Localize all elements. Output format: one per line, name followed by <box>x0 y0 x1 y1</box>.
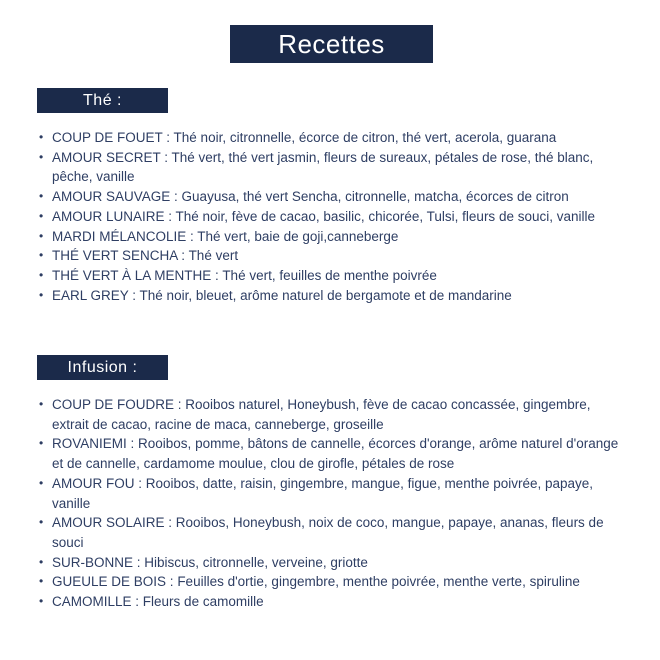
list-item <box>38 395 630 434</box>
recipe-name: GUEULE DE BOIS <box>52 574 167 590</box>
recipe-name: MARDI MÉLANCOLIE <box>52 228 187 244</box>
list-item <box>38 572 630 592</box>
recipe-name: AMOUR SECRET <box>52 149 161 165</box>
list-item <box>38 227 630 247</box>
tea-recipe-list <box>38 128 630 305</box>
recipe-ingredients: Fleurs de camomille <box>142 594 264 610</box>
recipe-name: COUP DE FOUDRE <box>52 397 175 412</box>
recipe-separator: : <box>126 436 139 452</box>
recipe-separator: : <box>134 475 146 491</box>
bullet-icon: • <box>39 287 44 302</box>
list-item <box>38 592 630 612</box>
list-item <box>38 286 630 306</box>
recipe-separator: : <box>186 228 198 244</box>
recipe-name: CAMOMILLE <box>52 594 132 610</box>
recipe-separator: : <box>164 208 176 224</box>
recipe-ingredients: Thé vert, thé vert jasmin, fleurs de sureaux, pétales de rose, thé blanc, pêche, vanille <box>52 149 594 185</box>
recipe-ingredients: Rooibos, Honeybush, noix de coco, mangue, papaye, ananas, fleurs de souci <box>52 515 604 550</box>
recipe-separator: : <box>162 130 174 145</box>
recipe-name: SUR-BONNE <box>52 554 134 570</box>
recipe-ingredients: Thé noir, bleuet, arôme naturel de bergamote et de mandarine <box>139 287 512 303</box>
recipe-ingredients: Thé noir, citronnelle, écorce de citron, thé vert, acerola, guarana <box>173 130 557 145</box>
recipe-separator: : <box>174 397 186 412</box>
recipe-separator: : <box>170 189 182 205</box>
recipe-ingredients: Thé vert <box>188 248 239 264</box>
recipe-name: AMOUR FOU <box>52 475 135 491</box>
infusion-recipe-list <box>38 395 630 612</box>
recipe-separator: : <box>164 515 176 531</box>
bullet-icon: • <box>39 397 44 411</box>
recipe-separator: : <box>160 149 172 165</box>
recipe-separator: : <box>211 267 223 283</box>
bullet-icon: • <box>39 554 44 569</box>
recipe-separator: : <box>166 574 178 590</box>
list-item <box>38 128 630 148</box>
bullet-icon: • <box>39 515 44 530</box>
recipe-ingredients: Rooibos naturel, Honeybush, fève de cacao concassée, gingembre, extrait de cacao, racine de maca, canneberge, groseille <box>52 397 591 432</box>
bullet-icon: • <box>39 130 44 144</box>
recipe-name: AMOUR LUNAIRE <box>52 208 165 224</box>
section-header-the-label: Thé : <box>83 91 122 109</box>
bullet-icon: • <box>39 248 44 263</box>
recipe-separator: : <box>131 594 143 610</box>
section-header-infusion <box>37 355 168 380</box>
recipe-ingredients: Rooibos, pomme, bâtons de cannelle, écorces d'orange, arôme naturel d'orange et de cannelle, cardamome moulue, clou de girofle, pétales de rose <box>52 436 619 472</box>
recipe-ingredients: Guayusa, thé vert Sencha, citronnelle, matcha, écorces de citron <box>181 189 569 205</box>
recipe-separator: : <box>128 287 140 303</box>
bullet-icon: • <box>39 594 44 609</box>
recipe-separator: : <box>133 554 145 570</box>
recipe-ingredients: Hibiscus, citronnelle, verveine, griotte <box>144 554 368 570</box>
recipe-name: EARL GREY <box>52 287 129 303</box>
recipe-name: THÉ VERT SENCHA <box>52 248 178 264</box>
recipe-ingredients: Thé vert, feuilles de menthe poivrée <box>222 267 437 283</box>
page-title <box>230 25 433 63</box>
bullet-icon: • <box>39 228 44 243</box>
recipe-name: AMOUR SOLAIRE <box>52 515 165 531</box>
recipe-ingredients: Thé noir, fève de cacao, basilic, chicorée, Tulsi, fleurs de souci, vanille <box>175 208 595 224</box>
list-item <box>38 434 630 473</box>
list-item <box>38 513 630 552</box>
list-item <box>38 207 630 227</box>
recipe-name: THÉ VERT À LA MENTHE <box>52 267 212 283</box>
bullet-icon: • <box>39 574 44 589</box>
recipe-name: COUP DE FOUET <box>52 130 163 145</box>
list-item <box>38 474 630 513</box>
section-header-the <box>37 88 168 113</box>
list-item <box>38 148 630 187</box>
bullet-icon: • <box>39 149 44 164</box>
recipe-separator: : <box>177 248 189 264</box>
bullet-icon: • <box>39 436 44 451</box>
section-header-infusion-label: Infusion : <box>67 358 138 376</box>
bullet-icon: • <box>39 208 44 223</box>
list-item <box>38 553 630 573</box>
recipe-ingredients: Rooibos, datte, raisin, gingembre, mangue, figue, menthe poivrée, papaye, vanille <box>52 475 594 511</box>
bullet-icon: • <box>39 189 44 204</box>
recipe-name: ROVANIEMI <box>52 436 127 452</box>
page-title-text: Recettes <box>278 28 385 59</box>
bullet-icon: • <box>39 267 44 282</box>
recipe-name: AMOUR SAUVAGE <box>52 189 171 205</box>
bullet-icon: • <box>39 475 44 490</box>
recipe-ingredients: Thé vert, baie de goji,canneberge <box>197 228 399 244</box>
list-item <box>38 187 630 207</box>
recipe-ingredients: Feuilles d'ortie, gingembre, menthe poivrée, menthe verte, spiruline <box>177 574 580 590</box>
list-item <box>38 266 630 286</box>
list-item <box>38 246 630 266</box>
